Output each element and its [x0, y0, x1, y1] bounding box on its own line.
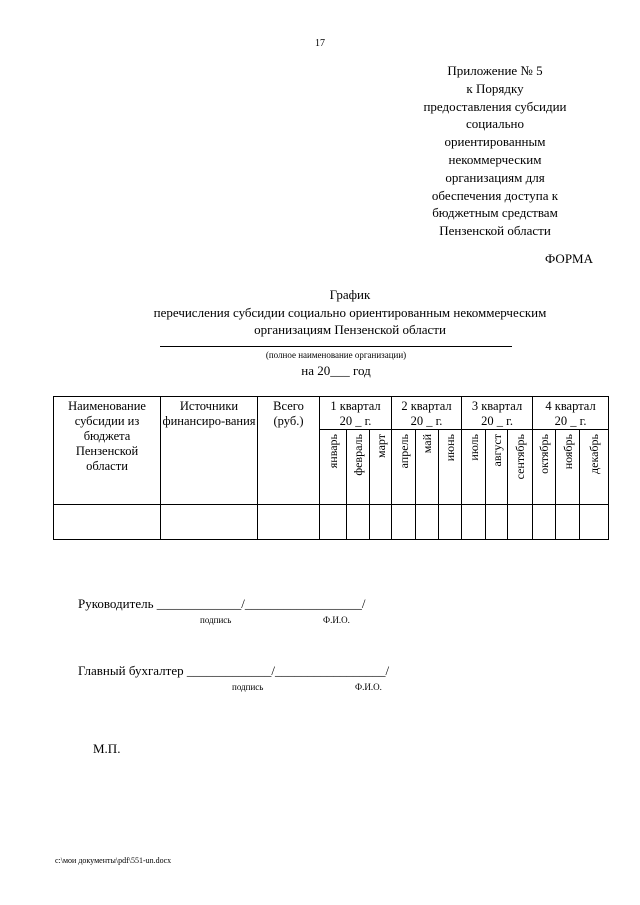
- data-cell[interactable]: [533, 505, 556, 540]
- quarter-label: 4 квартал: [545, 399, 596, 413]
- data-cell[interactable]: [580, 505, 609, 540]
- appendix-line: организациям для: [445, 169, 545, 185]
- data-cell[interactable]: [320, 505, 347, 540]
- quarter-year: 20 _ г.: [339, 414, 372, 428]
- month-label: октябрь: [537, 434, 552, 474]
- month-label: август: [489, 434, 504, 467]
- month-label: сентябрь: [513, 434, 528, 480]
- header-quarter-1: [320, 397, 392, 430]
- month-cell: [556, 430, 580, 505]
- month-cell: [486, 430, 508, 505]
- director-label: Руководитель: [78, 596, 154, 611]
- month-label: апрель: [396, 434, 411, 469]
- page-number: 17: [315, 38, 325, 49]
- data-cell[interactable]: [370, 505, 392, 540]
- appendix-line: обеспечения доступа к: [431, 187, 559, 203]
- month-cell: [320, 430, 347, 505]
- data-cell[interactable]: [486, 505, 508, 540]
- document-title: [60, 286, 640, 339]
- appendix-line: Пензенской области: [439, 223, 551, 239]
- data-cell[interactable]: [508, 505, 533, 540]
- data-cell[interactable]: [54, 505, 161, 540]
- quarter-year: 20 _ г.: [481, 414, 513, 428]
- org-name-caption: (полное наименование организации): [265, 350, 407, 360]
- data-cell[interactable]: [416, 505, 439, 540]
- quarter-label: 3 квартал: [471, 399, 523, 413]
- month-cell: [347, 430, 370, 505]
- quarter-year: 20 _ г.: [554, 414, 587, 428]
- quarter-label: 1 квартал: [330, 399, 381, 413]
- appendix-line: некоммерческим: [448, 151, 542, 167]
- year-line: на 20___ год: [301, 363, 371, 378]
- stamp-label: М.П.: [93, 741, 121, 756]
- month-label: июль: [466, 434, 481, 461]
- accountant-sign-line[interactable]: _____________/_________________/: [186, 663, 390, 678]
- appendix-line: бюджетным средствам: [432, 205, 558, 221]
- month-cell: [533, 430, 556, 505]
- appendix-line: ориентированным: [444, 134, 546, 150]
- schedule-table: [53, 396, 609, 540]
- data-cell[interactable]: [258, 505, 320, 540]
- month-cell: [580, 430, 609, 505]
- file-path-footer: c:\мои документы\pdf\551-un.docx: [55, 856, 172, 865]
- data-cell[interactable]: [347, 505, 370, 540]
- header-quarter-4: [533, 397, 609, 430]
- forma-label: ФОРМА: [545, 251, 593, 266]
- data-cell[interactable]: [161, 505, 258, 540]
- appendix-line: предоставления субсидии: [423, 98, 567, 114]
- quarter-label: 2 квартал: [401, 399, 452, 413]
- data-cell[interactable]: [462, 505, 486, 540]
- month-label: декабрь: [587, 434, 602, 474]
- month-label: январь: [326, 434, 340, 469]
- month-label: май: [420, 434, 435, 454]
- header-total: Всего (руб.): [258, 397, 320, 505]
- accountant-label: Главный бухгалтер: [78, 663, 184, 678]
- appendix-line: социально: [466, 116, 524, 132]
- data-cell[interactable]: [556, 505, 580, 540]
- month-cell: [439, 430, 462, 505]
- director-caption-sign: подпись: [200, 615, 232, 625]
- title-line-2: перечисления субсидии социально ориентированным некоммерческим: [153, 304, 547, 320]
- title-line-3: организациям Пензенской области: [254, 322, 446, 337]
- quarter-year: 20 _ г.: [410, 414, 443, 428]
- director-caption-name: Ф.И.О.: [323, 615, 350, 625]
- header-quarter-2: [392, 397, 462, 430]
- month-label: февраль: [351, 434, 365, 476]
- month-label: март: [373, 434, 388, 458]
- director-signature: [78, 596, 365, 612]
- header-funding-source: Источники финансиро-вания: [161, 397, 258, 505]
- month-cell: [370, 430, 392, 505]
- accountant-caption-sign: подпись: [232, 682, 264, 692]
- month-cell: [392, 430, 416, 505]
- month-cell: [508, 430, 533, 505]
- data-cell[interactable]: [439, 505, 462, 540]
- header-quarter-3: [462, 397, 533, 430]
- month-cell: [462, 430, 486, 505]
- month-label: ноябрь: [560, 434, 575, 470]
- appendix-line: к Порядку: [466, 80, 524, 96]
- header-subsidy-name: Наименование субсидии из бюджета Пензенской области: [54, 397, 161, 505]
- data-cell[interactable]: [392, 505, 416, 540]
- accountant-caption-name: Ф.И.О.: [355, 682, 382, 692]
- accountant-signature: [78, 663, 389, 679]
- month-cell: [416, 430, 439, 505]
- org-name-line: [160, 346, 512, 347]
- title-line-1: График: [329, 287, 371, 302]
- appendix-line: Приложение № 5: [447, 63, 543, 78]
- month-label: июнь: [443, 434, 458, 462]
- director-sign-line[interactable]: _____________/__________________/: [156, 596, 366, 611]
- appendix-header: [395, 62, 595, 240]
